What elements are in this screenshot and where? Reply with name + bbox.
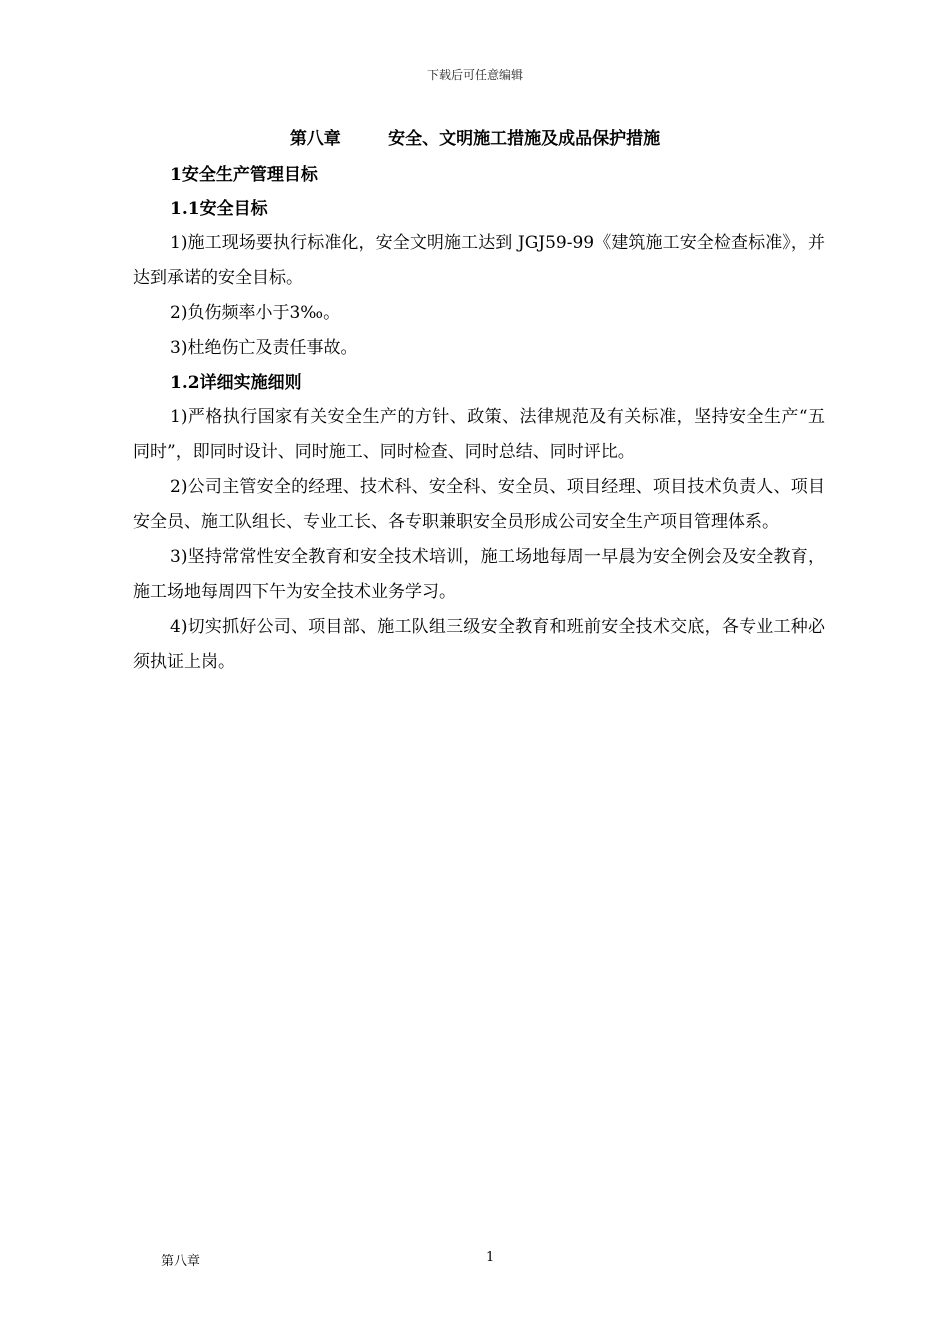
document-body	[133, 158, 825, 680]
page-number: 1	[486, 1250, 495, 1265]
paragraph: 1)严格执行国家有关安全生产的方针、政策、法律规范及有关标准，坚持安全生产“五同时”，即同时设计、同时施工、同时检查、同时总结、同时评比。	[133, 407, 825, 462]
paragraph: 3)坚持常常性安全教育和安全技术培训，施工场地每周一早晨为安全例会及安全教育，施工场地每周四下午为安全技术业务学习。	[133, 547, 825, 602]
paragraph: 2)公司主管安全的经理、技术科、安全科、安全员、项目经理、项目技术负责人、项目安全员、施工队组长、专业工长、各专职兼职安全员形成公司安全生产项目管理体系。	[133, 477, 825, 532]
paragraph: 4)切实抓好公司、项目部、施工队组三级安全教育和班前安全技术交底，各专业工种必须执证上岗。	[133, 617, 825, 672]
paragraph: 1)施工现场要执行标准化，安全文明施工达到 JGJ59-99《建筑施工安全检查标准》，并达到承诺的安全目标。	[133, 233, 825, 288]
header-note: 下载后可任意编辑	[426, 68, 523, 82]
chapter-title: 第八章 安全、文明施工措施及成品保护措施	[289, 129, 661, 149]
subsection-heading-safety-goals: 1.1安全目标	[170, 199, 268, 219]
section-heading: 1安全生产管理目标	[170, 165, 318, 185]
paragraph: 2)负伤频率小于3‰。	[170, 303, 341, 323]
footer-chapter: 第八章	[161, 1254, 201, 1269]
subsection-heading-implementation-rules: 1.2详细实施细则	[170, 373, 302, 393]
paragraph: 3)杜绝伤亡及责任事故。	[170, 338, 358, 358]
